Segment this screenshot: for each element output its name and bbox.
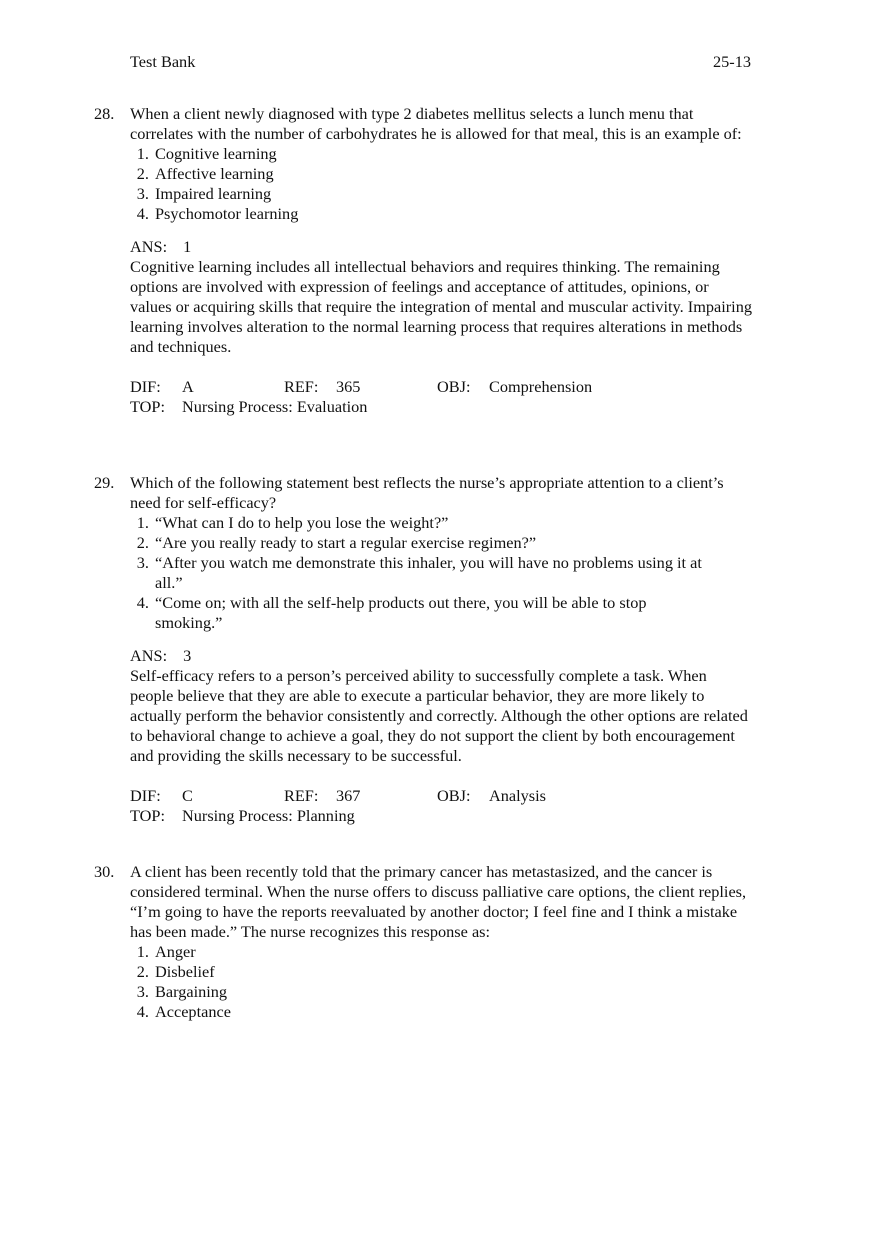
dif-label: DIF: <box>130 377 161 396</box>
question-stem: Which of the following statement best reflects the nurse’s appropriate attention to a client’s need for self-efficacy? <box>130 473 724 512</box>
option-1: 1. Anger <box>136 942 196 961</box>
question-meta <box>130 786 754 826</box>
option-1: 1. Cognitive learning <box>136 144 277 163</box>
answer-options <box>130 942 754 1022</box>
option-2: 2. “Are you really ready to start a regular exercise regimen?” <box>136 533 537 552</box>
answer-block <box>130 237 754 357</box>
dif-value: A <box>182 377 194 396</box>
option-2: 2. Disbelief <box>136 962 215 981</box>
question-28 <box>94 104 754 417</box>
rationale: Cognitive learning includes all intellectual behaviors and requires thinking. The remaining options are involved with expression of feelings and acceptance of attitudes, opinions, or values or acquiring skills that require the integration of mental and muscular activity. Impairing learning involves alteration to the normal learning process that requires alterations in methods and techniques. <box>130 257 752 356</box>
option-1: 1. “What can I do to help you lose the weight?” <box>136 513 449 532</box>
option-4: 4. Psychomotor learning <box>136 204 299 223</box>
answer-value: 3 <box>183 646 192 665</box>
dif-value: C <box>182 786 193 805</box>
top-label: TOP: <box>130 806 165 825</box>
top-value: Nursing Process: Evaluation <box>182 397 368 416</box>
obj-value: Comprehension <box>489 377 593 396</box>
question-meta <box>130 377 754 417</box>
answer-line <box>130 237 754 257</box>
option-4: 4. Acceptance <box>136 1002 231 1021</box>
answer-label: ANS: <box>130 646 168 665</box>
dif-label: DIF: <box>130 786 161 805</box>
obj-value: Analysis <box>489 786 546 805</box>
page-header <box>130 52 751 72</box>
header-title: Test Bank <box>130 52 196 71</box>
answer-options <box>130 513 754 633</box>
header-page-number: 25-13 <box>713 52 751 71</box>
ref-value: 367 <box>336 786 361 805</box>
answer-options <box>130 144 754 224</box>
obj-label: OBJ: <box>437 377 471 396</box>
answer-line <box>130 646 754 666</box>
question-30 <box>94 862 754 1022</box>
ref-label: REF: <box>284 377 319 396</box>
question-number: 30. <box>94 862 115 881</box>
question-stem: A client has been recently told that the primary cancer has metastasized, and the cancer is considered terminal. When the nurse offers to discuss palliative care options, the client replies, “I’m going to have the reports reevaluated by another doctor; I feel fine and I think a mistake has been made.” The nurse recognizes this response as: <box>130 862 747 941</box>
question-number: 28. <box>94 104 115 123</box>
obj-label: OBJ: <box>437 786 471 805</box>
question-number: 29. <box>94 473 115 492</box>
ref-label: REF: <box>284 786 319 805</box>
answer-value: 1 <box>183 237 192 256</box>
option-2: 2. Affective learning <box>136 164 274 183</box>
ref-value: 365 <box>336 377 361 396</box>
top-label: TOP: <box>130 397 165 416</box>
rationale: Self-efficacy refers to a person’s perceived ability to successfully complete a task. When people believe that they are able to execute a particular behavior, they are more likely to actually perform the behavior consistently and correctly. Although the other options are related to behavioral change to achieve a goal, they do not support the client by both encouragement and providing the skills necessary to be successful. <box>130 666 748 765</box>
answer-label: ANS: <box>130 237 168 256</box>
question-stem: When a client newly diagnosed with type 2 diabetes mellitus selects a lunch menu that correlates with the number of carbohydrates he is allowed for that meal, this is an example of: <box>130 104 742 143</box>
question-29 <box>94 473 754 826</box>
option-3: 3. “After you watch me demonstrate this inhaler, you will have no problems using it at all.” <box>136 553 702 592</box>
top-value: Nursing Process: Planning <box>182 806 355 825</box>
option-3: 3. Bargaining <box>136 982 228 1001</box>
option-4: 4. “Come on; with all the self-help products out there, you will be able to stop smoking.” <box>136 593 647 632</box>
answer-block <box>130 646 754 766</box>
option-3: 3. Impaired learning <box>136 184 272 203</box>
